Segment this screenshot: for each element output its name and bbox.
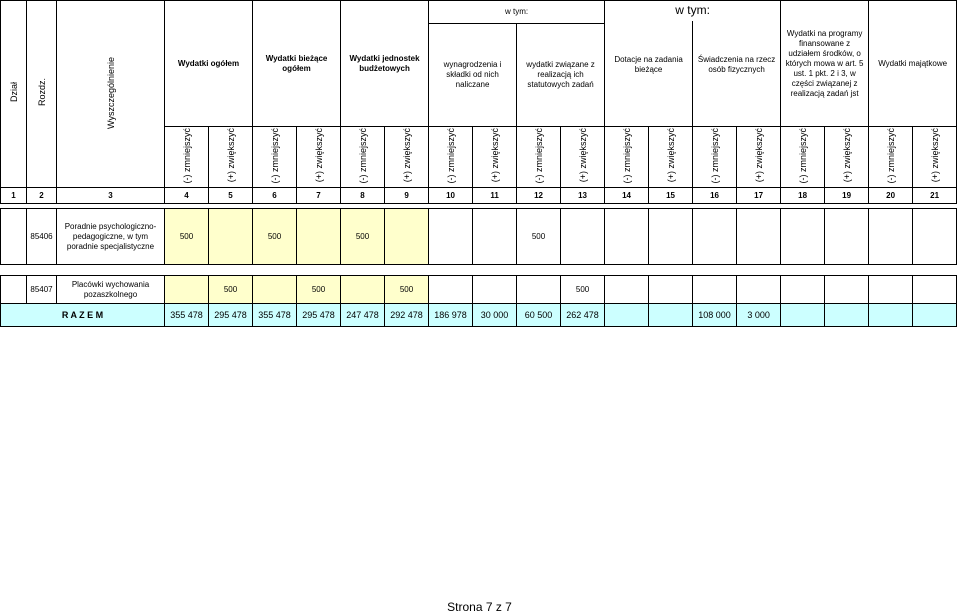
- column-number: 19: [825, 188, 869, 204]
- subheader-zwiekszyc: (+) zwiększyć: [561, 127, 605, 188]
- cell-value: [209, 209, 253, 265]
- total-value: 292 478: [385, 304, 429, 327]
- subheader-zwiekszyc: (+) zwiększyć: [209, 127, 253, 188]
- column-number: 7: [297, 188, 341, 204]
- header-w-tym-big-group: [605, 1, 781, 127]
- subheader-zwiekszyc: (+) zwiększyć: [737, 127, 781, 188]
- cell-value: [165, 276, 209, 304]
- subheader-zmniejszyc: (-) zmniejszyć: [869, 127, 913, 188]
- subheader-zmniejszyc: (-) zmniejszyć: [165, 127, 209, 188]
- header-swiadczenia: Świadczenia na rzecz osób fizycznych: [697, 54, 776, 74]
- cell-value: [825, 276, 869, 304]
- cell-value: [737, 209, 781, 265]
- total-label: R A Z E M: [1, 304, 165, 327]
- subheader-zmniejszyc: (-) zmniejszyć: [517, 127, 561, 188]
- total-value: 3 000: [737, 304, 781, 327]
- spacer-cell: [1, 265, 957, 276]
- column-number: 4: [165, 188, 209, 204]
- cell-dzial: [1, 276, 27, 304]
- subheader-zmniejszyc: (-) zmniejszyć: [253, 127, 297, 188]
- header-w-tym-small: w tym:: [429, 1, 604, 24]
- subheader-zwiekszyc: (+) zwiększyć: [385, 127, 429, 188]
- cell-value: [297, 209, 341, 265]
- total-value: [781, 304, 825, 327]
- column-number: 13: [561, 188, 605, 204]
- subheader-zwiekszyc: (+) zwiększyć: [297, 127, 341, 188]
- cell-value: [605, 209, 649, 265]
- total-value: 60 500: [517, 304, 561, 327]
- subheader-zmniejszyc: (-) zmniejszyć: [429, 127, 473, 188]
- header-wyszczegolnienie: Wyszczególnienie: [57, 1, 165, 188]
- cell-value: [561, 209, 605, 265]
- cell-value: [517, 276, 561, 304]
- column-number: 11: [473, 188, 517, 204]
- header-dotacje: Dotacje na zadania bieżące: [605, 21, 693, 126]
- cell-value: 500: [253, 209, 297, 265]
- cell-value: [429, 276, 473, 304]
- subheader-zwiekszyc: (+) zwiększyć: [825, 127, 869, 188]
- column-number: 5: [209, 188, 253, 204]
- table-row: [1, 209, 957, 265]
- cell-name: Poradnie psychologiczno-pedagogiczne, w tym poradnie specjalistyczne: [57, 209, 165, 265]
- total-value: 30 000: [473, 304, 517, 327]
- column-number: 17: [737, 188, 781, 204]
- column-number: 18: [781, 188, 825, 204]
- total-value: 355 478: [253, 304, 297, 327]
- column-number: 21: [913, 188, 957, 204]
- cell-value: [429, 209, 473, 265]
- total-value: 355 478: [165, 304, 209, 327]
- header-wydatki-biezace: Wydatki bieżące ogółem: [253, 1, 341, 127]
- column-number: 14: [605, 188, 649, 204]
- subheader-zmniejszyc: (-) zmniejszyć: [781, 127, 825, 188]
- cell-value: [825, 209, 869, 265]
- total-row: [1, 304, 957, 327]
- cell-value: [913, 209, 957, 265]
- cell-value: [737, 276, 781, 304]
- column-number: 10: [429, 188, 473, 204]
- total-value: 262 478: [561, 304, 605, 327]
- cell-value: [385, 209, 429, 265]
- cell-value: [869, 276, 913, 304]
- cell-value: [473, 276, 517, 304]
- column-number: 6: [253, 188, 297, 204]
- header-w-tym-big: w tym:: [675, 3, 710, 17]
- header-rozdz: Rozdz.: [27, 1, 57, 188]
- column-number: 16: [693, 188, 737, 204]
- cell-value: 500: [341, 209, 385, 265]
- cell-value: [693, 276, 737, 304]
- cell-name: Placówki wychowania pozaszkolnego: [57, 276, 165, 304]
- header-row: [1, 1, 957, 127]
- total-value: [605, 304, 649, 327]
- cell-value: [649, 209, 693, 265]
- cell-value: [341, 276, 385, 304]
- column-number: 8: [341, 188, 385, 204]
- cell-value: [781, 209, 825, 265]
- total-value: [869, 304, 913, 327]
- column-number: 12: [517, 188, 561, 204]
- cell-value: [473, 209, 517, 265]
- column-number: 1: [1, 188, 27, 204]
- header-wydatki-statutowe: wydatki związane z realizacją ich statutowych zadań: [526, 60, 595, 89]
- header-dzial: Dział: [1, 1, 27, 188]
- header-wydatki-jednostek: Wydatki jednostek budżetowych: [341, 1, 429, 127]
- total-value: 295 478: [209, 304, 253, 327]
- header-wynagrodzenia: wynagrodzenia i składki od nich naliczane: [429, 24, 517, 126]
- subheader-zwiekszyc: (+) zwiększyć: [649, 127, 693, 188]
- subheader-zwiekszyc: (+) zwiększyć: [473, 127, 517, 188]
- column-number: 3: [57, 188, 165, 204]
- column-number: 9: [385, 188, 429, 204]
- cell-value: [253, 276, 297, 304]
- cell-dzial: [1, 209, 27, 265]
- header-wydatki-ogolem: Wydatki ogółem: [165, 1, 253, 127]
- cell-value: 500: [165, 209, 209, 265]
- column-number: 15: [649, 188, 693, 204]
- header-majatkowe: Wydatki majątkowe: [869, 1, 957, 127]
- subheader-zmniejszyc: (-) zmniejszyć: [693, 127, 737, 188]
- total-value: [913, 304, 957, 327]
- total-value: [649, 304, 693, 327]
- cell-value: 500: [385, 276, 429, 304]
- cell-value: [913, 276, 957, 304]
- cell-value: 500: [209, 276, 253, 304]
- column-numbers-row: [1, 188, 957, 204]
- cell-value: 500: [297, 276, 341, 304]
- subheader-zwiekszyc: (+) zwiększyć: [913, 127, 957, 188]
- table-row: [1, 276, 957, 304]
- total-value: 247 478: [341, 304, 385, 327]
- total-value: 295 478: [297, 304, 341, 327]
- subheader-zmniejszyc: (-) zmniejszyć: [605, 127, 649, 188]
- header-w-tym-group: [429, 1, 605, 127]
- page-footer: Strona 7 z 7: [447, 600, 512, 614]
- cell-value: 500: [561, 276, 605, 304]
- column-number: 20: [869, 188, 913, 204]
- cell-value: [781, 276, 825, 304]
- cell-value: [869, 209, 913, 265]
- cell-value: [649, 276, 693, 304]
- total-value: 186 978: [429, 304, 473, 327]
- cell-value: 500: [517, 209, 561, 265]
- header-programy: Wydatki na programy finansowane z udziałem środków, o których mowa w art. 5 ust. 1 pkt. 2 i 3, w części związanej z realizacją zadań jst: [781, 1, 869, 127]
- subheader-zmniejszyc: (-) zmniejszyć: [341, 127, 385, 188]
- total-value: [825, 304, 869, 327]
- cell-value: [693, 209, 737, 265]
- cell-rozdz: 85406: [27, 209, 57, 265]
- spacer-row: [1, 265, 957, 276]
- column-number: 2: [27, 188, 57, 204]
- cell-value: [605, 276, 649, 304]
- total-value: 108 000: [693, 304, 737, 327]
- cell-rozdz: 85407: [27, 276, 57, 304]
